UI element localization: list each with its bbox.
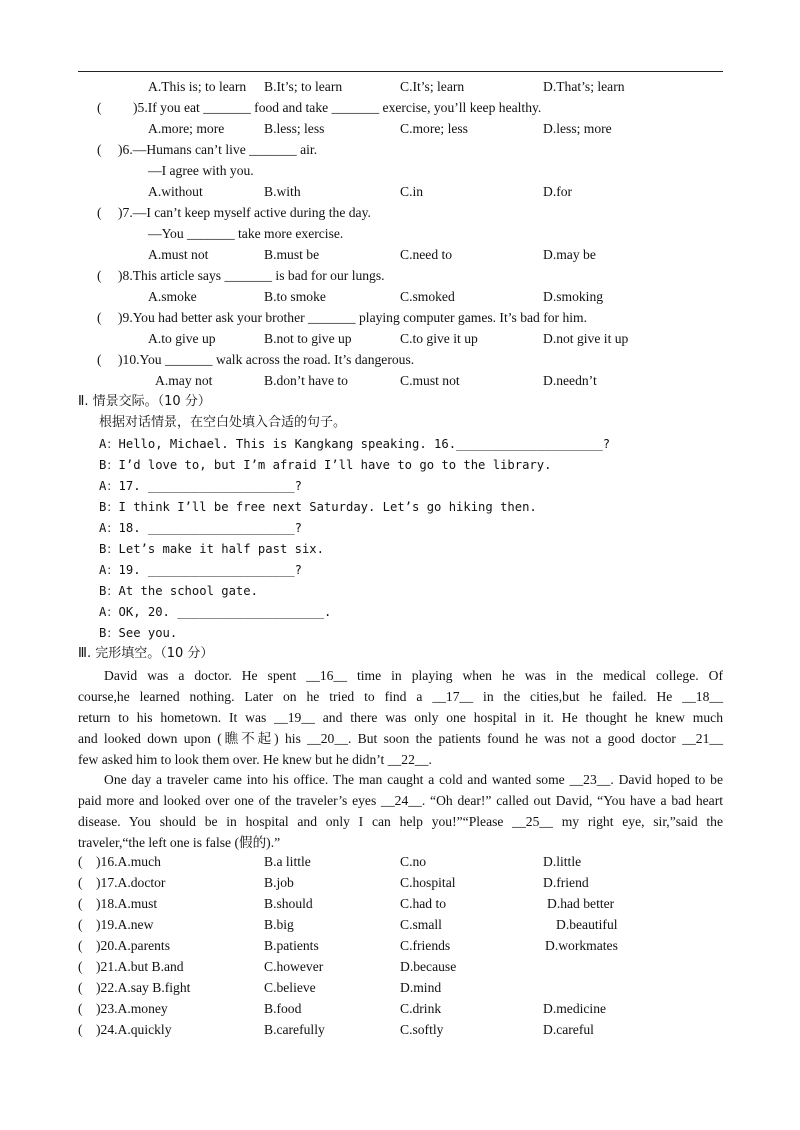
q7-paren: ( [97,205,102,220]
paragraph-line: disease. You should be in hospital and only I can help you!”“Please __25__ my right eye, sir,”said the [78,814,723,829]
q9-option-d: D.not give it up [543,331,629,346]
cloze-16-b: B.a little [264,854,311,869]
cloze-23-d: D.medicine [543,1001,607,1016]
header-rule [78,71,723,72]
cloze-23-paren: ( [78,1001,83,1016]
q5-stem: )5.If you eat _______ food and take _______ exercise, you’ll keep healthy. [133,100,542,115]
q7-option-c: C.need to [400,247,453,262]
paragraph-line: and looked down upon (瞧不起) his __20__. But soon the patients found he was not a good doctor __21__ [78,731,723,746]
q10-option-a: A.may not [155,373,213,388]
q10-option-b: B.don’t have to [264,373,348,388]
cloze-19-paren: ( [78,917,83,932]
paragraph-line: few asked him to look them over. He knew but he didn’t __22__. [78,752,432,767]
cloze-18-paren: ( [78,896,83,911]
cloze-17-a: )17.A.doctor [96,875,166,890]
cloze-17-paren: ( [78,875,83,890]
q10-stem: )10.You _______ walk across the road. It’s dangerous. [118,352,415,367]
cloze-19-b: B.big [264,917,294,932]
q8-paren: ( [97,268,102,283]
dialogue-line: B：I’d love to, but I’m afraid I’ll have to go to the library. [99,458,552,472]
q5-option-b: B.less; less [264,121,325,136]
q7-option-d: D.may be [543,247,596,262]
q9-option-b: B.not to give up [264,331,352,346]
cloze-20-d: D.workmates [545,938,618,953]
paragraph-line: David was a doctor. He spent __16__ time in playing when he was in the medical college. Of [104,668,723,683]
cloze-paragraph-1 [78,665,723,770]
q9-option-c: C.to give it up [400,331,478,346]
cloze-24-a: )24.A.quickly [96,1022,172,1037]
q9-stem: )9.You had better ask your brother _______ playing computer games. It’s bad for him. [118,310,588,325]
cloze-paragraph-2 [78,769,723,853]
cloze-24-c: C.softly [400,1022,444,1037]
q7-reply: —You _______ take more exercise. [148,226,344,241]
q5-option-a: A.more; more [148,121,225,136]
dialogue-line: B：See you. [99,626,178,640]
dialogue-line: A：17. ____________________? [99,479,302,493]
cloze-16-d: D.little [543,854,582,869]
cloze-20-c: C.friends [400,938,451,953]
cloze-18-a: )18.A.must [96,896,158,911]
q9-option-a: A.to give up [148,331,216,346]
cloze-18-d: D.had better [547,896,615,911]
cloze-16-a: )16.A.much [96,854,161,869]
cloze-17-c: C.hospital [400,875,456,890]
cloze-16-paren: ( [78,854,83,869]
q10-paren: ( [97,352,102,367]
q8-option-c: C.smoked [400,289,455,304]
cloze-22-d: D.mind [400,980,442,995]
cloze-16-c: C.no [400,854,427,869]
cloze-18-b: B.should [264,896,313,911]
q7-option-a: A.must not [148,247,209,262]
cloze-21-d: D.because [400,959,457,974]
q8-option-d: D.smoking [543,289,604,304]
cloze-21-ab: )21.A.but B.and [96,959,184,974]
cloze-24-b: B.carefully [264,1022,325,1037]
q4-option-b: B.It’s; to learn [264,79,343,94]
q8-option-b: B.to smoke [264,289,326,304]
cloze-22-ab: )22.A.say B.fight [96,980,191,995]
q5-option-d: D.less; more [543,121,612,136]
cloze-20-a: )20.A.parents [96,938,170,953]
q10-option-c: C.must not [400,373,460,388]
section2-heading: Ⅱ. 情景交际。（10 分） [78,394,211,409]
cloze-19-c: C.small [400,917,442,932]
paragraph-line: return to his hometown. It was __19__ and there was only one hospital in it. He thought he knew much [78,710,723,725]
cloze-17-d: D.friend [543,875,589,890]
paragraph-line: paid more and looked over one of the traveler’s eyes __24__. “Oh dear!” called out David, “You have a bad heart [78,793,723,808]
cloze-21-paren: ( [78,959,83,974]
q6-reply: —I agree with you. [148,163,254,178]
cloze-17-b: B.job [264,875,294,890]
q6-stem: )6.—Humans can’t live _______ air. [118,142,318,157]
q6-option-b: B.with [264,184,301,199]
section2-instruction: 根据对话情景，在空白处填入合适的句子。 [99,415,347,430]
q9-paren: ( [97,310,102,325]
dialogue-line: B：At the school gate. [99,584,258,598]
dialogue-line: A：18. ____________________? [99,521,302,535]
cloze-22-c: C.believe [264,980,316,995]
paragraph-line: One day a traveler came into his office. The man caught a cold and wanted some __23__. David hoped to be [104,772,723,787]
dialogue-line: A：Hello, Michael. This is Kangkang speaking. 16.____________________? [99,437,611,451]
cloze-23-c: C.drink [400,1001,442,1016]
q4-option-c: C.It’s; learn [400,79,465,94]
cloze-20-paren: ( [78,938,83,953]
cloze-20-b: B.patients [264,938,319,953]
dialogue-line: B：Let’s make it half past six. [99,542,324,556]
cloze-24-paren: ( [78,1022,83,1037]
q6-option-c: C.in [400,184,424,199]
paragraph-line: course,he learned nothing. Later on he tried to find a __17__ in the cities,but he failed. He __18__ [78,689,723,704]
cloze-19-d: D.beautiful [556,917,618,932]
cloze-23-a: )23.A.money [96,1001,168,1016]
section3-heading: Ⅲ. 完形填空。（10 分） [78,646,214,661]
q4-option-a: A.This is; to learn [148,79,247,94]
q6-paren: ( [97,142,102,157]
dialogue-line: A：19. ____________________? [99,563,302,577]
q7-stem: )7.—I can’t keep myself active during the day. [118,205,371,220]
dialogue-line: B：I think I’ll be free next Saturday. Let’s go hiking then. [99,500,537,514]
q8-option-a: A.smoke [148,289,197,304]
q10-option-d: D.needn’t [543,373,597,388]
q8-stem: )8.This article says _______ is bad for our lungs. [118,268,385,283]
cloze-22-paren: ( [78,980,83,995]
paragraph-line: traveler,“the left one is false (假的).” [78,835,281,850]
q6-option-a: A.without [148,184,203,199]
q6-option-d: D.for [543,184,573,199]
cloze-21-c: C.however [264,959,324,974]
cloze-24-d: D.careful [543,1022,594,1037]
dialogue-line: A：OK, 20. ____________________. [99,605,332,619]
cloze-23-b: B.food [264,1001,302,1016]
q7-option-b: B.must be [264,247,320,262]
q4-option-d: D.That’s; learn [543,79,625,94]
cloze-19-a: )19.A.new [96,917,154,932]
q5-paren: ( [97,100,102,115]
q5-option-c: C.more; less [400,121,468,136]
cloze-18-c: C.had to [400,896,447,911]
